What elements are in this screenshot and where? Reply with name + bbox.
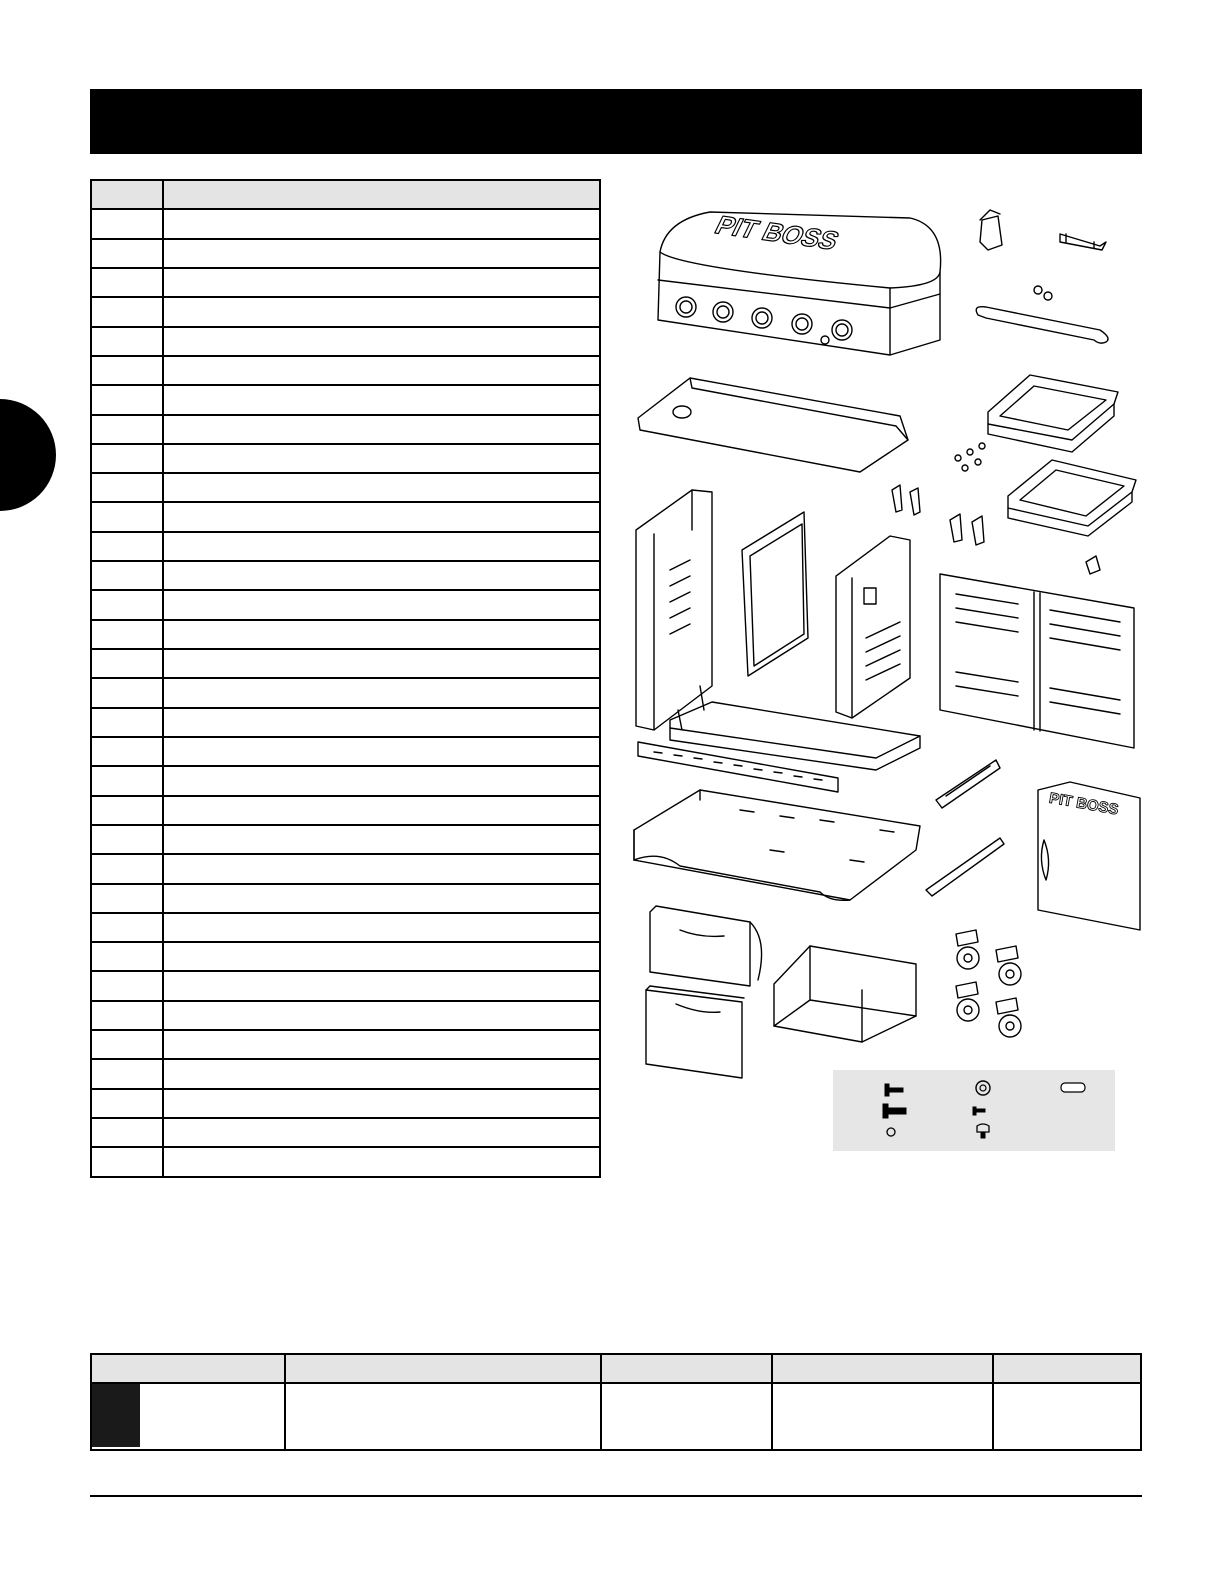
part-number-cell: [91, 884, 163, 913]
fastener-cluster-illustration: [955, 443, 985, 471]
parts-table-row: [91, 708, 600, 737]
part-number-cell: [91, 942, 163, 971]
part-number-cell: [91, 620, 163, 649]
bolt-icon: [885, 1084, 903, 1096]
part-description-cell: [163, 1030, 600, 1059]
part-description-cell: [163, 590, 600, 619]
part-number-cell: [91, 913, 163, 942]
parts-table-row: [91, 239, 600, 268]
cart-side-panel-left-illustration: [636, 490, 712, 730]
model-header-cell-4: [772, 1354, 993, 1383]
part-number-cell: [91, 1118, 163, 1147]
model-header-cell-2: [285, 1354, 601, 1383]
part-number-cell: [91, 209, 163, 238]
part-number-cell: [91, 180, 163, 209]
parts-table-row: [91, 1059, 600, 1088]
part-description-cell: [163, 678, 600, 707]
part-description-cell: [163, 649, 600, 678]
part-number-cell: [91, 385, 163, 414]
part-number-cell: [91, 415, 163, 444]
part-description-cell: [163, 532, 600, 561]
cart-back-panel-illustration: [742, 512, 808, 676]
parts-table-row: [91, 268, 600, 297]
parts-table-row: [91, 415, 600, 444]
model-body-cell-2: [285, 1383, 601, 1450]
part-description-cell: [163, 180, 600, 209]
part-description-cell: [163, 796, 600, 825]
part-number-cell: [91, 854, 163, 883]
grease-cup-illustration: [980, 210, 1002, 250]
part-number-cell: [91, 502, 163, 531]
parts-table-row: [91, 1089, 600, 1118]
parts-table-row: [91, 385, 600, 414]
part-description-cell: [163, 1089, 600, 1118]
parts-table-row: [91, 561, 600, 590]
parts-table-row: [91, 1147, 600, 1177]
cart-side-panel-right-illustration: [836, 536, 910, 718]
part-number-cell: [91, 1030, 163, 1059]
part-description-cell: [163, 766, 600, 795]
drawer-front-lower-illustration: [646, 986, 744, 1078]
part-description-cell: [163, 385, 600, 414]
parts-table-row: [91, 913, 600, 942]
part-number-cell: [91, 561, 163, 590]
angle-rail-illustration: [926, 838, 1004, 896]
part-number-cell: [91, 1059, 163, 1088]
parts-table-row: [91, 1001, 600, 1030]
exploded-parts-diagram: [620, 190, 1150, 1170]
part-description-cell: [163, 444, 600, 473]
part-number-cell: [91, 356, 163, 385]
part-number-cell: [91, 766, 163, 795]
handle-bar-illustration: [976, 307, 1108, 343]
part-description-cell: [163, 356, 600, 385]
part-number-cell: [91, 678, 163, 707]
model-body-cell-3: [601, 1383, 772, 1450]
footer-rule: [90, 1495, 1142, 1497]
door-brand-text: PIT BOSS: [1047, 789, 1120, 819]
model-header-cell-1: [91, 1354, 285, 1383]
model-header-cell-5: [993, 1354, 1141, 1383]
parts-table-row: [91, 327, 600, 356]
part-number-cell: [91, 297, 163, 326]
part-number-cell: [91, 532, 163, 561]
part-description-cell: [163, 327, 600, 356]
part-description-cell: [163, 1118, 600, 1147]
parts-table-row: [91, 884, 600, 913]
model-row-tab: [92, 1384, 140, 1447]
knob-pair-illustration: [1034, 286, 1052, 300]
side-door-illustration: [1038, 782, 1140, 930]
part-description-cell: [163, 825, 600, 854]
parts-table-row: [91, 1030, 600, 1059]
part-number-cell: [91, 1001, 163, 1030]
part-number-cell: [91, 1089, 163, 1118]
model-body-cell-4: [772, 1383, 993, 1450]
part-description-cell: [163, 1147, 600, 1177]
part-number-cell: [91, 590, 163, 619]
long-bolt-icon: [883, 1104, 906, 1118]
parts-table-row: [91, 620, 600, 649]
parts-table-row: [91, 854, 600, 883]
part-description-cell: [163, 913, 600, 942]
drip-tray-illustration: [638, 378, 908, 472]
caster-wheels-illustration: [956, 930, 1021, 1037]
cart-base-illustration: [634, 790, 920, 900]
part-number-cell: [91, 327, 163, 356]
part-description-cell: [163, 239, 600, 268]
part-description-cell: [163, 737, 600, 766]
part-number-cell: [91, 971, 163, 1000]
small-screw-icon: [973, 1107, 985, 1115]
part-description-cell: [163, 942, 600, 971]
parts-table-row: [91, 473, 600, 502]
part-number-cell: [91, 649, 163, 678]
part-description-cell: [163, 620, 600, 649]
part-description-cell: [163, 854, 600, 883]
part-number-cell: [91, 239, 163, 268]
parts-table-header-row: [91, 180, 600, 209]
side-shelf-upper-illustration: [988, 375, 1118, 452]
parts-table-row: [91, 678, 600, 707]
part-description-cell: [163, 473, 600, 502]
parts-table-row: [91, 1118, 600, 1147]
part-number-cell: [91, 737, 163, 766]
thumb-screw-icon: [977, 1124, 989, 1138]
bracket-illustration: [1060, 234, 1106, 250]
parts-table-row: [91, 649, 600, 678]
griddle-head-illustration: [658, 211, 941, 355]
section-header-bar: [90, 89, 1142, 154]
parts-table-row: [91, 532, 600, 561]
hardware-pack: [833, 1070, 1115, 1151]
parts-table-row: [91, 356, 600, 385]
parts-table-row: [91, 297, 600, 326]
part-number-cell: [91, 444, 163, 473]
model-body-cell-5: [993, 1383, 1141, 1450]
part-description-cell: [163, 415, 600, 444]
part-description-cell: [163, 884, 600, 913]
part-description-cell: [163, 268, 600, 297]
parts-table-row: [91, 796, 600, 825]
part-description-cell: [163, 1001, 600, 1030]
chapter-tab: [0, 399, 56, 511]
latch-illustration: [1086, 556, 1100, 574]
drawer-front-upper-illustration: [650, 906, 762, 986]
part-description-cell: [163, 971, 600, 1000]
spacer-icon: [1061, 1083, 1085, 1092]
part-description-cell: [163, 708, 600, 737]
drawer-box-illustration: [774, 946, 916, 1042]
slide-rail-illustration: [936, 760, 1000, 808]
part-number-cell: [91, 473, 163, 502]
parts-table-row: [91, 766, 600, 795]
part-description-cell: [163, 502, 600, 531]
parts-table-row: [91, 971, 600, 1000]
side-shelf-lower-illustration: [1008, 460, 1136, 536]
parts-table-row: [91, 209, 600, 238]
part-number-cell: [91, 708, 163, 737]
parts-list-table: [90, 179, 601, 1178]
parts-table-row: [91, 590, 600, 619]
cabinet-double-doors-illustration: [940, 574, 1134, 748]
parts-table-row: [91, 502, 600, 531]
part-description-cell: [163, 1059, 600, 1088]
parts-table-row: [91, 942, 600, 971]
part-number-cell: [91, 825, 163, 854]
grill-brand-text: PIT BOSS: [710, 210, 844, 256]
part-description-cell: [163, 209, 600, 238]
model-header-cell-3: [601, 1354, 772, 1383]
washer-icon: [976, 1081, 990, 1095]
parts-table-row: [91, 737, 600, 766]
part-description-cell: [163, 561, 600, 590]
nut-icon: [887, 1128, 895, 1136]
part-number-cell: [91, 268, 163, 297]
hook-brackets-illustration: [892, 485, 984, 545]
part-description-cell: [163, 297, 600, 326]
part-number-cell: [91, 1147, 163, 1177]
parts-table-row: [91, 825, 600, 854]
model-info-table: [90, 1353, 1142, 1451]
parts-table-row: [91, 444, 600, 473]
part-number-cell: [91, 796, 163, 825]
